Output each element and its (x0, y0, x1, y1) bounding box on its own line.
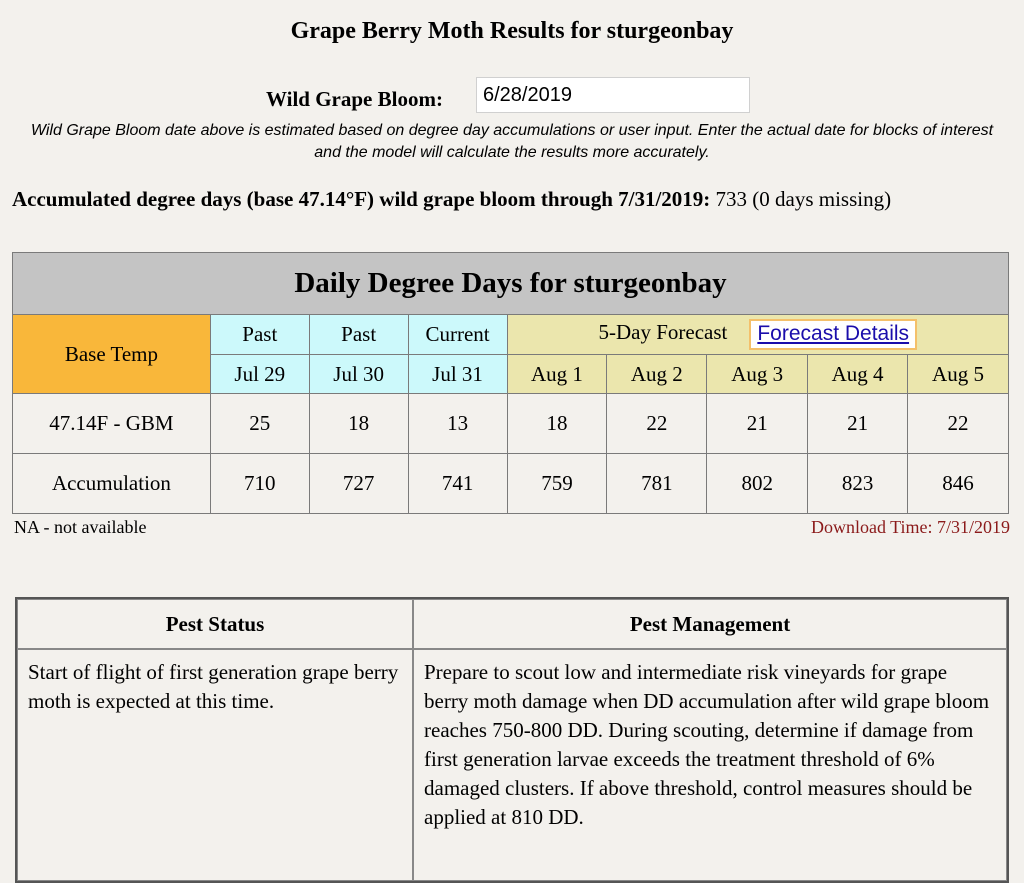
past-header: Past (210, 315, 309, 355)
table-cell: 22 (607, 394, 707, 454)
past-header: Past (309, 315, 408, 355)
row-label: 47.14F - GBM (13, 394, 211, 454)
date-header: Aug 5 (908, 355, 1009, 394)
pest-status-header: Pest Status (17, 599, 413, 649)
date-header: Jul 29 (210, 355, 309, 394)
table-cell: 18 (507, 394, 607, 454)
table-cell: 846 (908, 454, 1009, 514)
page-title: Grape Berry Moth Results for sturgeonbay (290, 18, 734, 44)
table-cell: 727 (309, 454, 408, 514)
table-row (13, 394, 1009, 454)
degree-days-title: Daily Degree Days for sturgeonbay (13, 253, 1009, 315)
table-cell: 13 (408, 394, 507, 454)
date-header: Aug 4 (808, 355, 908, 394)
table-cell: 18 (309, 394, 408, 454)
date-header: Jul 30 (309, 355, 408, 394)
row-label: Accumulation (13, 454, 211, 514)
table-cell: 21 (808, 394, 908, 454)
table-cell: 25 (210, 394, 309, 454)
table-cell: 710 (210, 454, 309, 514)
table-cell: 21 (707, 394, 808, 454)
bloom-row (0, 77, 1024, 115)
date-header: Aug 3 (707, 355, 808, 394)
date-header: Aug 1 (507, 355, 607, 394)
table-cell: 741 (408, 454, 507, 514)
table-cell: 781 (607, 454, 707, 514)
date-header: Jul 31 (408, 355, 507, 394)
bloom-label: Wild Grape Bloom: (266, 87, 443, 111)
bloom-note: Wild Grape Bloom date above is estimated based on degree day accumulations or user input. Enter the actual date for blocks of interest and the model will calculate the results more accurately. (30, 122, 994, 161)
forecast-header (507, 315, 1008, 355)
current-header: Current (408, 315, 507, 355)
na-note: NA - not available (14, 517, 147, 537)
bloom-date-input[interactable] (476, 77, 750, 113)
download-time: Download Time: 7/31/2019 (810, 517, 1010, 537)
table-row (13, 454, 1009, 514)
degree-days-table (12, 252, 1009, 514)
forecast-details-link[interactable]: Forecast Details (749, 319, 917, 350)
pest-table (15, 597, 1009, 883)
pest-management-header: Pest Management (413, 599, 1007, 649)
table-cell: 823 (808, 454, 908, 514)
table-cell: 759 (507, 454, 607, 514)
table-cell: 802 (707, 454, 808, 514)
forecast-label: 5-Day Forecast (598, 320, 728, 345)
accumulated-label: Accumulated degree days (base 47.14°F) wild grape bloom through 7/31/2019: (12, 187, 711, 211)
pest-status-text: Start of flight of first generation grape berry moth is expected at this time. (17, 649, 413, 881)
accumulated-degree-days (12, 187, 1016, 212)
table-cell: 22 (908, 394, 1009, 454)
accumulated-value: 733 (0 days missing) (715, 187, 892, 211)
base-temp-header: Base Temp (13, 315, 211, 394)
pest-management-text: Prepare to scout low and intermediate risk vineyards for grape berry moth damage when DD accumulation after wild grape bloom reaches 750-800 DD. During scouting, determine if damage from first generation larvae exceeds the treatment threshold of 6% damaged clusters. If above threshold, control measures should be applied at 810 DD. (413, 649, 1007, 881)
table-footer (14, 517, 1010, 541)
date-header: Aug 2 (607, 355, 707, 394)
